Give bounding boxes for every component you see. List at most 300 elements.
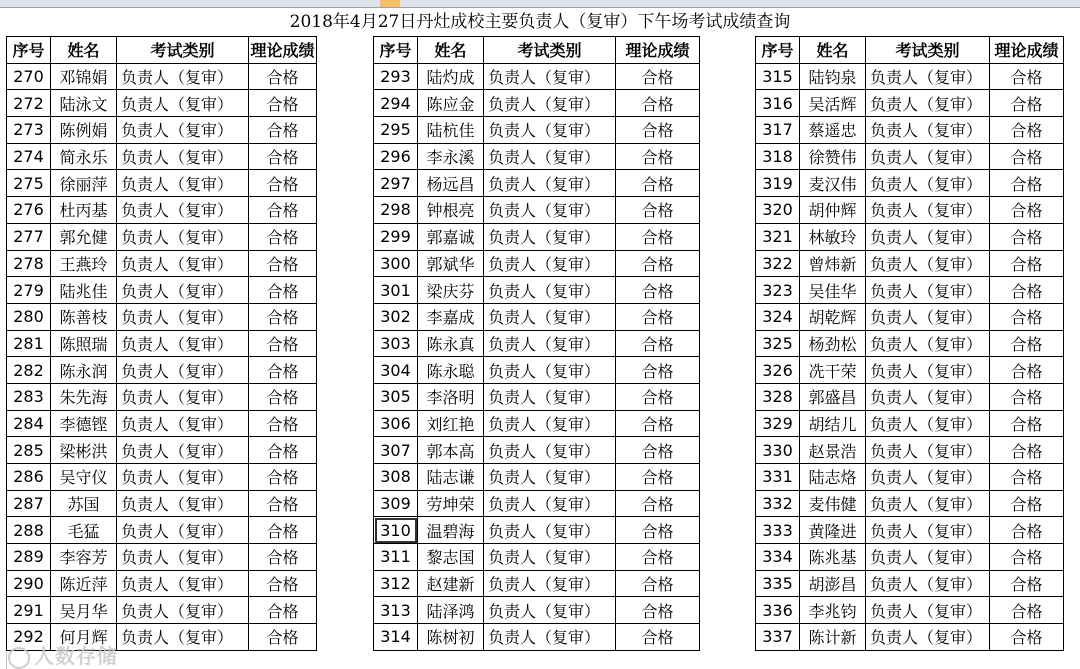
cell-category[interactable]: 负责人（复审）	[866, 624, 990, 651]
cell-name[interactable]: 胡结儿	[800, 410, 866, 437]
header-category[interactable]: 考试类别	[484, 37, 616, 64]
header-category[interactable]: 考试类别	[117, 37, 249, 64]
cell-category[interactable]: 负责人（复审）	[484, 490, 616, 517]
cell-score[interactable]: 合格	[616, 303, 700, 330]
cell-name[interactable]: 陈兆基	[800, 544, 866, 571]
cell-score[interactable]: 合格	[990, 143, 1064, 170]
cell-score[interactable]: 合格	[249, 117, 317, 144]
table-row	[756, 544, 1064, 571]
cell-score[interactable]: 合格	[249, 597, 317, 624]
cell-score[interactable]: 合格	[616, 544, 700, 571]
cell-category[interactable]: 负责人（复审）	[484, 410, 616, 437]
cell-category[interactable]: 负责人（复审）	[484, 624, 616, 651]
cell-name[interactable]: 陈近萍	[51, 570, 117, 597]
header-score[interactable]: 理论成绩	[990, 37, 1064, 64]
cell-category[interactable]: 负责人（复审）	[866, 410, 990, 437]
cell-name[interactable]: 吴活辉	[800, 90, 866, 117]
table-row	[374, 597, 700, 624]
cell-seq[interactable]: 325	[756, 330, 800, 357]
table-row	[374, 90, 700, 117]
cell-category[interactable]: 负责人（复审）	[866, 357, 990, 384]
cell-seq[interactable]: 300	[374, 250, 418, 277]
cell-name[interactable]: 刘红艳	[418, 410, 484, 437]
cell-score[interactable]: 合格	[990, 170, 1064, 197]
cell-seq[interactable]: 288	[7, 517, 51, 544]
cell-score[interactable]: 合格	[990, 437, 1064, 464]
table-row	[756, 464, 1064, 491]
cell-seq[interactable]: 296	[374, 143, 418, 170]
cell-seq[interactable]: 322	[756, 250, 800, 277]
cell-score[interactable]: 合格	[616, 250, 700, 277]
cell-name[interactable]: 杨远昌	[418, 170, 484, 197]
cell-score[interactable]: 合格	[990, 117, 1064, 144]
cell-score[interactable]: 合格	[249, 624, 317, 651]
cell-category[interactable]: 负责人（复审）	[117, 517, 249, 544]
cell-seq[interactable]: 329	[756, 410, 800, 437]
cell-name[interactable]: 蔡遥忠	[800, 117, 866, 144]
cell-score[interactable]: 合格	[249, 197, 317, 224]
cell-name[interactable]: 杨劲松	[800, 330, 866, 357]
cell-name[interactable]: 麦汉伟	[800, 170, 866, 197]
cell-score[interactable]: 合格	[616, 330, 700, 357]
cell-seq[interactable]: 281	[7, 330, 51, 357]
cell-category[interactable]: 负责人（复审）	[866, 303, 990, 330]
header-seq[interactable]: 序号	[756, 37, 800, 64]
cell-category[interactable]: 负责人（复审）	[117, 330, 249, 357]
cell-name[interactable]: 陈计新	[800, 624, 866, 651]
cell-name[interactable]: 陆泳文	[51, 90, 117, 117]
cell-seq[interactable]: 337	[756, 624, 800, 651]
cell-seq[interactable]: 298	[374, 197, 418, 224]
cell-name[interactable]: 劳坤荣	[418, 490, 484, 517]
cell-score[interactable]: 合格	[616, 63, 700, 90]
cell-category[interactable]: 负责人（复审）	[117, 597, 249, 624]
cell-category[interactable]: 负责人（复审）	[117, 90, 249, 117]
cell-seq[interactable]: 314	[374, 624, 418, 651]
table-row	[7, 570, 317, 597]
cell-name[interactable]: 曾炜新	[800, 250, 866, 277]
cell-category[interactable]: 负责人（复审）	[117, 570, 249, 597]
cell-name[interactable]: 李洛明	[418, 383, 484, 410]
cell-score[interactable]: 合格	[616, 170, 700, 197]
cell-category[interactable]: 负责人（复审）	[484, 330, 616, 357]
cell-seq[interactable]: 305	[374, 383, 418, 410]
cell-seq[interactable]: 292	[7, 624, 51, 651]
cell-name[interactable]: 黎志国	[418, 544, 484, 571]
cell-seq[interactable]: 294	[374, 90, 418, 117]
cell-seq[interactable]: 274	[7, 143, 51, 170]
cell-name[interactable]: 苏国	[51, 490, 117, 517]
cell-name[interactable]: 郭盛昌	[800, 383, 866, 410]
cell-category[interactable]: 负责人（复审）	[866, 570, 990, 597]
table-row	[756, 597, 1064, 624]
cell-category[interactable]: 负责人（复审）	[117, 410, 249, 437]
cell-score[interactable]: 合格	[249, 544, 317, 571]
cell-name[interactable]: 陆兆佳	[51, 277, 117, 304]
cell-name[interactable]: 陆钧泉	[800, 63, 866, 90]
cell-name[interactable]: 简永乐	[51, 143, 117, 170]
cell-name[interactable]: 陆杭佳	[418, 117, 484, 144]
cell-seq[interactable]: 326	[756, 357, 800, 384]
cell-seq[interactable]: 287	[7, 490, 51, 517]
cell-seq[interactable]: 312	[374, 570, 418, 597]
cell-seq[interactable]: 302	[374, 303, 418, 330]
cell-seq[interactable]: 307	[374, 437, 418, 464]
cell-name[interactable]: 陈树初	[418, 624, 484, 651]
table-row	[374, 197, 700, 224]
table-row	[7, 170, 317, 197]
cell-score[interactable]: 合格	[249, 170, 317, 197]
cell-score[interactable]: 合格	[616, 517, 700, 544]
cell-name[interactable]: 李永溪	[418, 143, 484, 170]
cell-score[interactable]: 合格	[616, 490, 700, 517]
cell-seq[interactable]: 333	[756, 517, 800, 544]
cell-name[interactable]: 陈永润	[51, 357, 117, 384]
cell-seq[interactable]: 283	[7, 383, 51, 410]
cell-category[interactable]: 负责人（复审）	[484, 303, 616, 330]
cell-seq[interactable]: 270	[7, 63, 51, 90]
cell-score[interactable]: 合格	[249, 464, 317, 491]
cell-category[interactable]: 负责人（复审）	[117, 357, 249, 384]
cell-name[interactable]: 胡澎昌	[800, 570, 866, 597]
cell-seq[interactable]: 290	[7, 570, 51, 597]
cell-score[interactable]: 合格	[616, 383, 700, 410]
cell-score[interactable]: 合格	[990, 410, 1064, 437]
cell-seq[interactable]: 280	[7, 303, 51, 330]
cell-category[interactable]: 负责人（复审）	[866, 597, 990, 624]
cell-seq[interactable]: 324	[756, 303, 800, 330]
cell-score[interactable]: 合格	[990, 63, 1064, 90]
cell-seq[interactable]: 319	[756, 170, 800, 197]
table-row	[374, 250, 700, 277]
cell-category[interactable]: 负责人（复审）	[484, 544, 616, 571]
cell-score[interactable]: 合格	[616, 277, 700, 304]
cell-score[interactable]: 合格	[249, 330, 317, 357]
cell-name[interactable]: 胡仲辉	[800, 197, 866, 224]
header-score[interactable]: 理论成绩	[249, 37, 317, 64]
cell-score[interactable]: 合格	[616, 143, 700, 170]
cell-name[interactable]: 邓锦娟	[51, 63, 117, 90]
cell-name[interactable]: 吴守仪	[51, 464, 117, 491]
table-row	[756, 570, 1064, 597]
cell-name[interactable]: 徐赞伟	[800, 143, 866, 170]
table-row	[7, 303, 317, 330]
cell-category[interactable]: 负责人（复审）	[117, 63, 249, 90]
cell-category[interactable]: 负责人（复审）	[484, 90, 616, 117]
cell-name[interactable]: 陆志谦	[418, 464, 484, 491]
cell-score[interactable]: 合格	[990, 330, 1064, 357]
cell-category[interactable]: 负责人（复审）	[117, 464, 249, 491]
cell-score[interactable]: 合格	[616, 464, 700, 491]
cell-category[interactable]: 负责人（复审）	[117, 143, 249, 170]
cell-score[interactable]: 合格	[616, 197, 700, 224]
cell-score[interactable]: 合格	[249, 303, 317, 330]
cell-name[interactable]: 陈照瑞	[51, 330, 117, 357]
cell-seq[interactable]: 304	[374, 357, 418, 384]
cell-score[interactable]: 合格	[990, 624, 1064, 651]
header-name[interactable]: 姓名	[800, 37, 866, 64]
cell-category[interactable]: 负责人（复审）	[484, 63, 616, 90]
cell-seq[interactable]: 306	[374, 410, 418, 437]
cell-category[interactable]: 负责人（复审）	[866, 464, 990, 491]
cell-score[interactable]: 合格	[990, 303, 1064, 330]
cell-seq[interactable]: 284	[7, 410, 51, 437]
cell-score[interactable]: 合格	[990, 597, 1064, 624]
cell-score[interactable]: 合格	[990, 197, 1064, 224]
cell-seq[interactable]: 276	[7, 197, 51, 224]
cell-seq[interactable]: 315	[756, 63, 800, 90]
cell-score[interactable]: 合格	[616, 410, 700, 437]
table-row	[756, 357, 1064, 384]
cell-category[interactable]: 负责人（复审）	[866, 223, 990, 250]
cell-name[interactable]: 温碧海	[418, 517, 484, 544]
cell-score[interactable]: 合格	[249, 410, 317, 437]
cell-category[interactable]: 负责人（复审）	[866, 197, 990, 224]
cell-seq[interactable]: 282	[7, 357, 51, 384]
cell-score[interactable]: 合格	[990, 277, 1064, 304]
cell-name[interactable]: 冼干荣	[800, 357, 866, 384]
cell-name[interactable]: 李容芳	[51, 544, 117, 571]
cell-score[interactable]: 合格	[616, 357, 700, 384]
cell-seq[interactable]: 323	[756, 277, 800, 304]
cell-seq[interactable]: 275	[7, 170, 51, 197]
cell-score[interactable]: 合格	[990, 570, 1064, 597]
cell-score[interactable]: 合格	[990, 250, 1064, 277]
cell-name[interactable]: 梁庆芬	[418, 277, 484, 304]
cell-seq[interactable]: 309	[374, 490, 418, 517]
selected-column-marker	[380, 0, 400, 7]
cell-category[interactable]: 负责人（复审）	[117, 303, 249, 330]
cell-category[interactable]: 负责人（复审）	[117, 490, 249, 517]
cell-score[interactable]: 合格	[616, 90, 700, 117]
cell-seq[interactable]: 321	[756, 223, 800, 250]
cell-category[interactable]: 负责人（复审）	[866, 277, 990, 304]
cell-name[interactable]: 胡乾辉	[800, 303, 866, 330]
cell-name[interactable]: 陈善枝	[51, 303, 117, 330]
cell-seq[interactable]: 286	[7, 464, 51, 491]
cell-seq[interactable]: 278	[7, 250, 51, 277]
cell-category[interactable]: 负责人（复审）	[484, 170, 616, 197]
cell-category[interactable]: 负责人（复审）	[484, 143, 616, 170]
header-score[interactable]: 理论成绩	[616, 37, 700, 64]
cell-category[interactable]: 负责人（复审）	[117, 223, 249, 250]
cell-seq[interactable]: 272	[7, 90, 51, 117]
cell-category[interactable]: 负责人（复审）	[117, 544, 249, 571]
cell-name[interactable]: 陆泽鸿	[418, 597, 484, 624]
table-row	[374, 63, 700, 90]
cell-name[interactable]: 郭本高	[418, 437, 484, 464]
cell-category[interactable]: 负责人（复审）	[866, 117, 990, 144]
header-name[interactable]: 姓名	[51, 37, 117, 64]
cell-seq[interactable]: 273	[7, 117, 51, 144]
header-name[interactable]: 姓名	[418, 37, 484, 64]
cell-category[interactable]: 负责人（复审）	[117, 437, 249, 464]
cell-category[interactable]: 负责人（复审）	[484, 437, 616, 464]
table-row	[756, 90, 1064, 117]
cell-name[interactable]: 朱先海	[51, 383, 117, 410]
cell-score[interactable]: 合格	[616, 597, 700, 624]
cell-seq[interactable]: 295	[374, 117, 418, 144]
cell-score[interactable]: 合格	[616, 117, 700, 144]
cell-category[interactable]: 负责人（复审）	[866, 90, 990, 117]
table-row	[756, 517, 1064, 544]
cell-name[interactable]: 何月辉	[51, 624, 117, 651]
cell-score[interactable]: 合格	[990, 490, 1064, 517]
cell-name[interactable]: 林敏玲	[800, 223, 866, 250]
cell-seq[interactable]: 277	[7, 223, 51, 250]
cell-seq[interactable]: 336	[756, 597, 800, 624]
cell-seq[interactable]: 318	[756, 143, 800, 170]
cell-name[interactable]: 郭斌华	[418, 250, 484, 277]
cell-category[interactable]: 负责人（复审）	[866, 170, 990, 197]
cell-category[interactable]: 负责人（复审）	[484, 517, 616, 544]
sheet-title: 2018年4月27日丹灶成校主要负责人（复审）下午场考试成绩查询	[289, 12, 791, 32]
cell-category[interactable]: 负责人（复审）	[866, 63, 990, 90]
cell-score[interactable]: 合格	[249, 63, 317, 90]
cell-score[interactable]: 合格	[249, 143, 317, 170]
cell-name[interactable]: 李德铿	[51, 410, 117, 437]
watermark	[8, 640, 118, 669]
cell-score[interactable]: 合格	[990, 517, 1064, 544]
table-row	[374, 437, 700, 464]
cell-seq[interactable]: 330	[756, 437, 800, 464]
cell-score[interactable]: 合格	[616, 570, 700, 597]
cell-category[interactable]: 负责人（复审）	[484, 597, 616, 624]
cell-score[interactable]: 合格	[249, 437, 317, 464]
cell-name[interactable]: 钟根亮	[418, 197, 484, 224]
cell-category[interactable]: 负责人（复审）	[117, 277, 249, 304]
cell-score[interactable]: 合格	[249, 250, 317, 277]
cell-score[interactable]: 合格	[990, 544, 1064, 571]
cell-category[interactable]: 负责人（复审）	[484, 383, 616, 410]
header-seq[interactable]: 序号	[374, 37, 418, 64]
cell-score[interactable]: 合格	[249, 517, 317, 544]
cell-category[interactable]: 负责人（复审）	[484, 250, 616, 277]
cell-name[interactable]: 李嘉成	[418, 303, 484, 330]
cell-score[interactable]: 合格	[990, 383, 1064, 410]
cell-category[interactable]: 负责人（复审）	[866, 437, 990, 464]
cell-name[interactable]: 陆灼成	[418, 63, 484, 90]
cell-seq[interactable]: 310	[374, 517, 418, 544]
cell-seq[interactable]: 320	[756, 197, 800, 224]
cell-seq[interactable]: 308	[374, 464, 418, 491]
cell-score[interactable]: 合格	[616, 223, 700, 250]
cell-category[interactable]: 负责人（复审）	[866, 330, 990, 357]
cell-category[interactable]: 负责人（复审）	[117, 624, 249, 651]
cell-category[interactable]: 负责人（复审）	[866, 490, 990, 517]
cell-score[interactable]: 合格	[990, 357, 1064, 384]
cell-category[interactable]: 负责人（复审）	[866, 383, 990, 410]
cell-name[interactable]: 李兆钧	[800, 597, 866, 624]
cell-score[interactable]: 合格	[990, 464, 1064, 491]
cell-category[interactable]: 负责人（复审）	[484, 570, 616, 597]
cell-category[interactable]: 负责人（复审）	[866, 544, 990, 571]
cell-category[interactable]: 负责人（复审）	[117, 250, 249, 277]
cell-seq[interactable]: 328	[756, 383, 800, 410]
table-row	[7, 250, 317, 277]
cell-name[interactable]: 麦伟健	[800, 490, 866, 517]
cell-seq[interactable]: 332	[756, 490, 800, 517]
cell-seq[interactable]: 297	[374, 170, 418, 197]
cell-seq[interactable]: 293	[374, 63, 418, 90]
cell-category[interactable]: 负责人（复审）	[117, 383, 249, 410]
cell-category[interactable]: 负责人（复审）	[117, 117, 249, 144]
cell-name[interactable]: 郭允健	[51, 223, 117, 250]
cell-category[interactable]: 负责人（复审）	[484, 117, 616, 144]
cell-name[interactable]: 黄隆进	[800, 517, 866, 544]
cell-score[interactable]: 合格	[249, 277, 317, 304]
table-row	[756, 303, 1064, 330]
cell-name[interactable]: 陈永聪	[418, 357, 484, 384]
cell-seq[interactable]: 334	[756, 544, 800, 571]
cell-name[interactable]: 陈永真	[418, 330, 484, 357]
cell-score[interactable]: 合格	[249, 570, 317, 597]
cell-name[interactable]: 毛猛	[51, 517, 117, 544]
cell-score[interactable]: 合格	[616, 624, 700, 651]
header-seq[interactable]: 序号	[7, 37, 51, 64]
cell-score[interactable]: 合格	[249, 357, 317, 384]
cell-name[interactable]: 赵建新	[418, 570, 484, 597]
cell-category[interactable]: 负责人（复审）	[866, 143, 990, 170]
cell-name[interactable]: 杜丙基	[51, 197, 117, 224]
cell-score[interactable]: 合格	[249, 223, 317, 250]
cell-seq[interactable]: 331	[756, 464, 800, 491]
cell-seq[interactable]: 301	[374, 277, 418, 304]
cell-name[interactable]: 郭嘉诚	[418, 223, 484, 250]
table-row	[756, 330, 1064, 357]
cell-seq[interactable]: 335	[756, 570, 800, 597]
cell-name[interactable]: 陆志烙	[800, 464, 866, 491]
cell-score[interactable]: 合格	[249, 383, 317, 410]
cell-category[interactable]: 负责人（复审）	[866, 517, 990, 544]
score-table-1	[6, 36, 317, 651]
cell-seq[interactable]: 291	[7, 597, 51, 624]
cell-category[interactable]: 负责人（复审）	[117, 170, 249, 197]
table-row	[7, 490, 317, 517]
cell-category[interactable]: 负责人（复审）	[484, 277, 616, 304]
cell-seq[interactable]: 313	[374, 597, 418, 624]
header-category[interactable]: 考试类别	[866, 37, 990, 64]
cell-name[interactable]: 梁彬洪	[51, 437, 117, 464]
cell-category[interactable]: 负责人（复审）	[866, 250, 990, 277]
cell-category[interactable]: 负责人（复审）	[484, 464, 616, 491]
cell-name[interactable]: 陈例娟	[51, 117, 117, 144]
cell-seq[interactable]: 299	[374, 223, 418, 250]
cell-category[interactable]: 负责人（复审）	[484, 223, 616, 250]
cell-name[interactable]: 吴月华	[51, 597, 117, 624]
cell-name[interactable]: 王燕玲	[51, 250, 117, 277]
cell-seq[interactable]: 317	[756, 117, 800, 144]
cell-name[interactable]: 赵景浩	[800, 437, 866, 464]
cell-name[interactable]: 陈应金	[418, 90, 484, 117]
cell-score[interactable]: 合格	[249, 90, 317, 117]
cell-score[interactable]: 合格	[249, 490, 317, 517]
cell-score[interactable]: 合格	[990, 90, 1064, 117]
cell-category[interactable]: 负责人（复审）	[484, 197, 616, 224]
cell-category[interactable]: 负责人（复审）	[484, 357, 616, 384]
cell-seq[interactable]: 303	[374, 330, 418, 357]
cell-name[interactable]: 徐丽萍	[51, 170, 117, 197]
cell-score[interactable]: 合格	[616, 437, 700, 464]
cell-name[interactable]: 吴佳华	[800, 277, 866, 304]
cell-seq[interactable]: 279	[7, 277, 51, 304]
cell-seq[interactable]: 285	[7, 437, 51, 464]
cell-seq[interactable]: 311	[374, 544, 418, 571]
cell-score[interactable]: 合格	[990, 223, 1064, 250]
cell-seq[interactable]: 289	[7, 544, 51, 571]
cell-category[interactable]: 负责人（复审）	[117, 197, 249, 224]
cell-seq[interactable]: 316	[756, 90, 800, 117]
